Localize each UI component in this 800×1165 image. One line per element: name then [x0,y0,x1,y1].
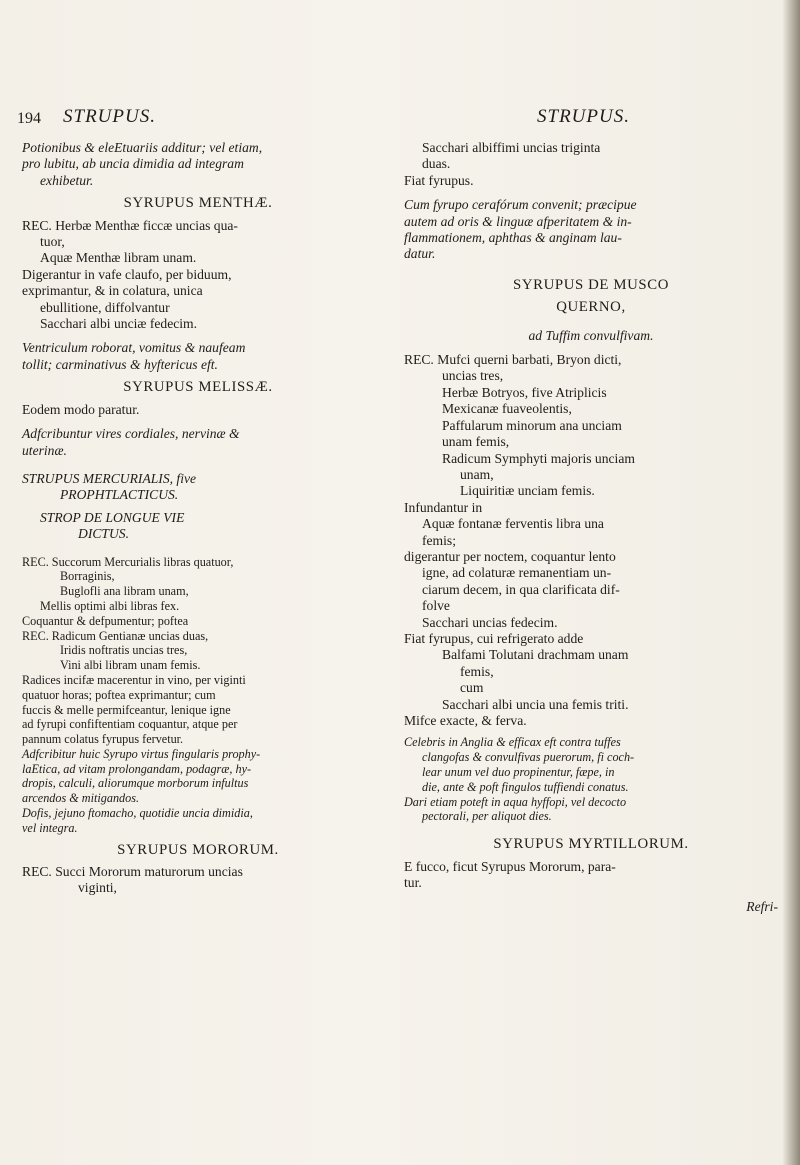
left-text-line: uterinæ. [22,442,67,458]
section-heading: QUERNO, [556,299,626,316]
right-text-line: Balfami Tolutani drachmam unam [442,647,629,663]
right-text-line: clangofas & convulfivas puerorum, fi coch- [422,750,635,765]
right-text-line: folve [422,598,450,614]
running-head-left: STRUPUS. [63,106,156,127]
left-text-line: DICTUS. [78,526,129,542]
right-text-line: tur. [404,875,422,890]
right-text-line: autem ad oris & linguæ afperitatem & in- [404,213,632,229]
left-text-line: REC. Succi Mororum maturorum uncias [22,864,243,880]
right-text-line: Dari etiam poteft in aqua hyffopi, vel decocto [404,794,627,809]
right-text-line: femis; [422,532,456,548]
left-text-line: Iridis noftratis uncias tres, [60,643,188,658]
left-text-line: tuor, [40,234,65,250]
right-text-line: unam, [460,466,494,482]
right-text-line: die, ante & poft fingulos tuffiendi conatus. [422,779,629,794]
right-text-line: Paffularum minorum ana unciam [442,417,622,433]
spacer [22,332,374,340]
section-heading: SYRUPUS MENTHÆ. [123,195,273,212]
section-heading: SYRUPUS MORORUM. [117,841,279,858]
left-text-line: Mellis optimi albi libras fex. [40,598,180,613]
left-text-line: STRUPUS MERCURIALIS, five [22,470,197,486]
spacer [404,189,778,197]
left-text-line: exhibetur. [40,172,94,188]
left-text-line: Adfcribuntur vires cordiales, nervinæ & [22,426,240,442]
left-text-line: REC. Radicum Gentianæ uncias duas, [22,628,209,643]
right-text-line: E fucco, ficut Syrupus Mororum, para- [404,858,616,874]
right-text-line: REC. Mufci querni barbati, Bryon dicti, [404,352,622,368]
left-text-line: pannum colatus fyrupus fervetur. [22,732,184,747]
spacer [404,344,778,352]
right-text-line: datur. [404,246,436,262]
right-text-line: Sacchari uncias fedecim. [422,614,558,630]
left-text-line: Eodem modo paratur. [22,401,140,417]
left-text-line: exprimantur, & in colatura, unica [22,283,203,299]
right-text-line: ciarum decem, in qua clarificata dif- [422,581,620,597]
right-text-line: Celebris in Anglia & efficax eft contra tuffes [404,735,621,750]
left-text-line: Radices incifæ macerentur in vino, per viginti [22,672,246,687]
left-text-line: viginti, [78,880,117,896]
right-text-line: uncias tres, [442,368,504,384]
right-text-line: cum [460,680,484,696]
left-text-line: ad fyrupi confiftentiam coquantur, atque per [22,717,238,732]
left-text-line: laEtica, ad vitam prolongandam, podagræ, hy- [22,761,252,776]
left-text-line: Coquantur & defpumentur; poftea [22,613,189,628]
right-text-line: Herbæ Botryos, five Atriplicis [442,384,607,400]
right-text-line: Mifce exacte, & ferva. [404,713,527,728]
spacer [404,263,778,271]
right-text-line: duas. [422,156,451,172]
right-text-line: digerantur per noctem, coquantur lento [404,548,616,564]
left-text-line: arcendos & mitigandos. [22,791,140,806]
right-text-line: pectorali, per aliquot dies. [422,809,552,824]
right-text-line: Fiat fyrupus. [404,172,474,188]
left-text-line: Potionibus & eleEtuariis additur; vel etiam, [22,140,263,155]
right-text-line: ad Tuffim convulfivam. [528,327,654,343]
spacer [22,459,374,471]
right-text-line: Refri- [746,899,778,915]
right-text-line: Sacchari albi uncia una femis triti. [442,696,629,712]
page-number: 194 [17,110,41,127]
left-text-line: Buglofli ana libram unam, [60,584,189,599]
left-column [22,140,374,897]
section-heading: SYRUPUS MYRTILLORUM. [493,836,689,853]
right-text-line: unam femis, [442,434,510,450]
right-text-line: Fiat fyrupus, cui refrigerato adde [404,630,584,646]
spacer [22,543,374,555]
right-column [404,140,778,916]
left-text-line: REC. Succorum Mercurialis libras quatuor, [22,554,234,569]
left-text-line: PROPHTLACTICUS. [60,487,179,503]
page-edge-shadow [782,0,800,1165]
left-text-line: tollit; carminativus & hyftericus eft. [22,356,218,372]
left-text-line: Aquæ Menthæ libram unam. [40,250,197,266]
spacer [22,418,374,426]
right-text-line: Liquiritiæ unciam femis. [460,483,595,499]
left-text-line: dropis, calculi, aliorumque morborum infultus [22,776,249,791]
right-text-line: flammationem, aphthas & anginam lau- [404,230,622,246]
right-text-line: femis, [460,663,494,679]
left-text-line: fuccis & melle permifceantur, lenique igne [22,702,231,717]
left-text-line: Digerantur in vafe claufo, per biduum, [22,266,232,282]
left-text-line: pro lubitu, ab uncia dimidia ad integram [22,156,244,172]
left-text-line: Adfcribitur huic Syrupo virtus fingularis prophy- [22,746,261,761]
section-heading: SYRUPUS DE MUSCO [513,276,669,293]
left-text-line: Sacchari albi unciæ fedecim. [40,316,198,332]
left-text-line: ebullitione, diffolvantur [40,299,170,315]
section-heading: SYRUPUS MELISSÆ. [123,379,273,396]
left-text-line: REC. Herbæ Menthæ ficcæ uncias qua- [22,217,238,233]
right-text-line: Infundantur in [404,499,483,515]
right-text-line: Sacchari albiffimi uncias triginta [422,140,601,155]
right-text-line: igne, ad colaturæ remanentiam un- [422,565,612,581]
spacer [404,824,778,830]
left-text-line: quatuor horas; poftea exprimantur; cum [22,687,216,702]
left-text-line: STROP DE LONGUE VIE [40,509,185,525]
right-text-line: Cum fyrupo cerafórum convenit; præcipue [404,197,637,213]
right-text-line: lear unum vel duo propinentur, fæpe, in [422,765,615,779]
left-text-line: Dofis, jejuno ftomacho, quotidie uncia dimidia, [22,806,253,821]
right-text-line: Mexicanæ fuaveolentis, [442,401,572,417]
right-text-line: Radicum Symphyti majoris unciam [442,450,635,466]
left-text-line: Vini albi libram unam femis. [60,658,201,673]
running-head-right: STRUPUS. [537,106,630,127]
left-text-line: vel integra. [22,820,78,835]
right-text-line: Aquæ fontanæ ferventis libra una [422,516,604,532]
left-text-line: Borraginis, [60,569,115,584]
left-text-line: Ventriculum roborat, vomitus & naufeam [22,340,246,356]
spacer [404,891,778,899]
